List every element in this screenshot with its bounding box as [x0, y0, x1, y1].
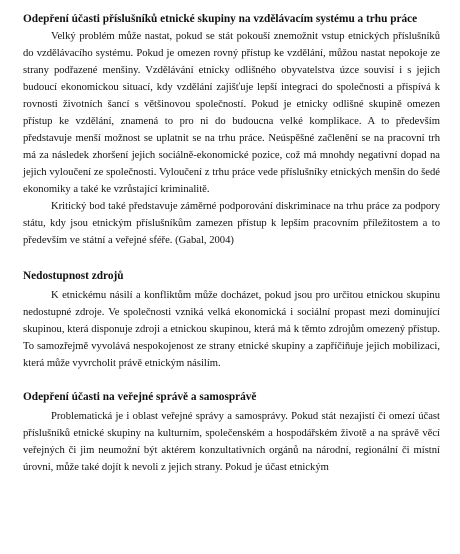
paragraph: Problematická je i oblast veřejné správy a samosprávy. Pokud stát nezajistí či omezí účast příslušníků etnické skupiny na kulturním, společenském a hospodářském životě a na správě věcí veřejných či jim neumožní být aktérem konzultativních orgánů na národní, regionální či místní úrovni, může také dojít k nevoli z jejich strany. Pokud je účast etnickým — [23, 411, 440, 473]
section-resources — [23, 269, 440, 372]
paragraph: Kritický bod také představuje záměrné podporování diskriminace na trhu práce za podpory státu, kdy jsou etnickým příslušníkům zamezen přístup k lepším pracovním příležitostem a to především ve státní a veřejné sféře. (Gabal, 2004) — [23, 201, 440, 246]
section-public-administration — [23, 390, 440, 476]
section-heading: Nedostupnost zdrojů — [23, 270, 124, 282]
section-education-labor — [23, 12, 440, 249]
section-heading: Odepření účasti příslušníků etnické skupiny na vzdělávacím systému a trhu práce — [23, 13, 418, 25]
paragraph: K etnickému násilí a konfliktům může docházet, pokud jsou pro určitou etnickou skupinu nedostupné zdroje. Ve společnosti vzniká velká ekonomická i sociální propast mezi dominující skupinou, která disponuje zdroji a etnickou skupinou, která má k těmto zdrojům omezený přístup. To samozřejmě vyvolává nespokojenost ze strany etnické skupiny a zapříčiňuje jejich mobilizaci, která může vyvrcholit právě etnickým násilím. — [23, 290, 440, 369]
section-heading: Odepření účasti na veřejné správě a samosprávě — [23, 391, 257, 403]
spacer — [23, 372, 440, 390]
paragraph: Velký problém může nastat, pokud se stát pokouší znemožnit vstup etnických příslušníků do vzdělávacího systému. Pokud je omezen rovný přístup ke vzdělání, můžou nastat nepokoje ze strany podřazené menšiny. Vzdělávání etnicky odlišného obyvatelstva úzce souvisí i s jejich budoucí ekonomickou situací, kdy vzdělání zajišťuje lepší integraci do společnosti a přispívá k rovnosti životních šancí s většinovou společností. Pokud je etnicky odlišné skupině omezen přístup ke vzdělání, znamená to pro ni do budoucna velké komplikace. A to především představuje menší možnost se uplatnit se na trhu práce. Neúspěšné začlenění se na pracovní trh má za následek zhoršení jejich sociálně-ekonomické pozice, což má mnohdy negativní dopad na jejich vyloučení ze společnosti. Vyloučení z trhu práce vede příslušníky etnických menšin do šedé ekonomiky a také ke vzrůstající kriminalitě. — [23, 31, 440, 195]
spacer — [23, 249, 440, 269]
